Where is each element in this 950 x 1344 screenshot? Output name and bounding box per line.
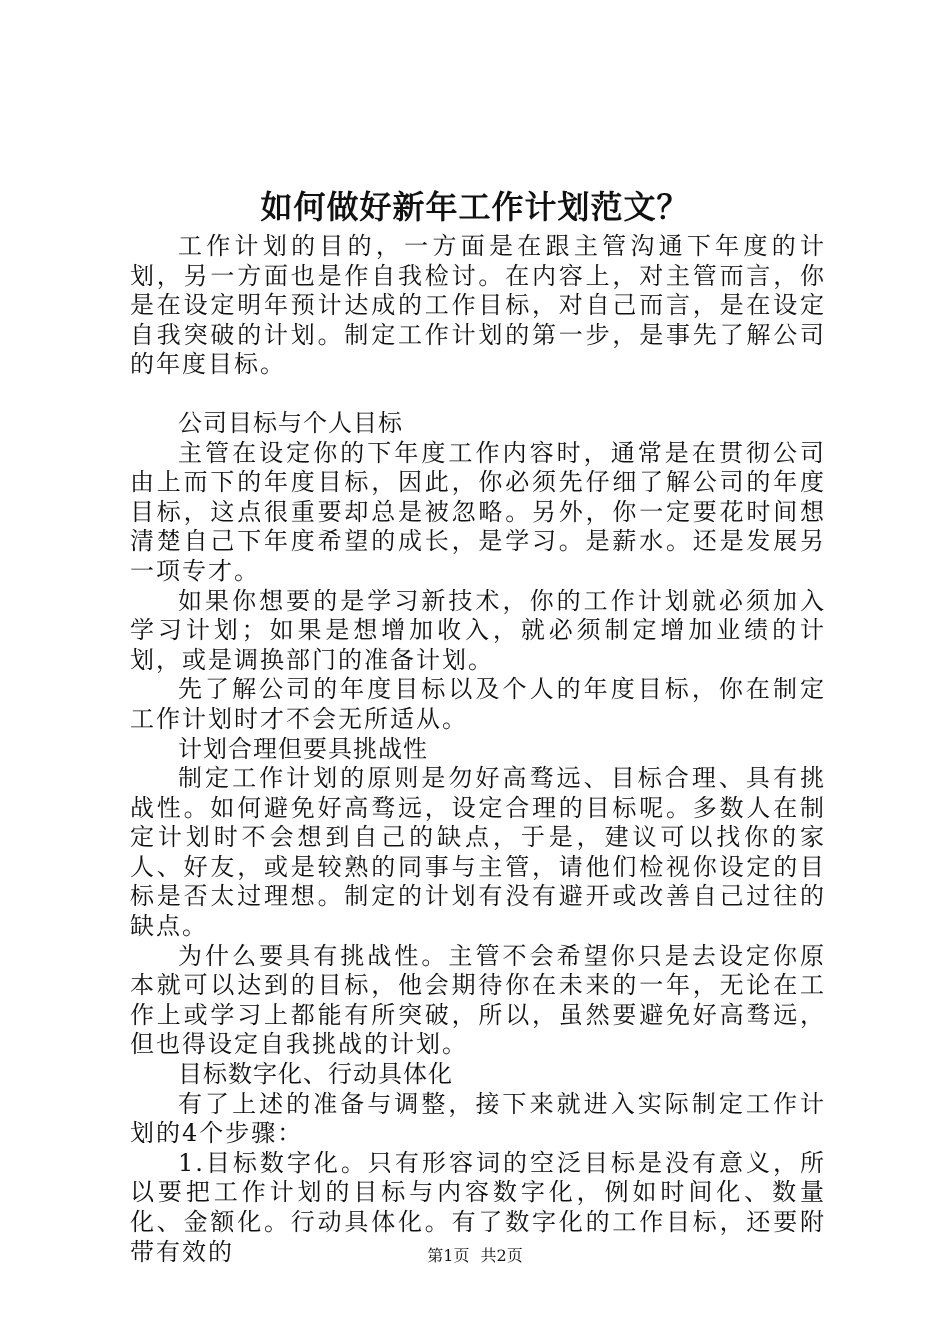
page-total: 共2页 [480,1246,523,1265]
section-heading-goals: 公司目标与个人目标 [178,408,403,437]
paragraph: 有了上述的准备与调整，接下来就进入实际制定工作计划的4个步骤： [130,1089,826,1148]
paragraph-intro: 工作计划的目的，一方面是在跟主管沟通下年度的计划，另一方面也是作自我检讨。在内容上，对主管而言，你是在设定明年预计达成的工作目标，对自己而言，是在设定自我突破的计划。制定工作计划的第一步，是事先了解公司的年度目标。 [130,232,826,379]
paragraph: 为什么要具有挑战性。主管不会希望你只是去设定你原本就可以达到的目标，他会期待你在未来的一年，无论在工作上或学习上都能有所突破，所以，虽然要避免好高骛远，但也得设定自我挑战的计划。 [130,941,826,1059]
paragraph: 如果你想要的是学习新技术，你的工作计划就必须加入学习计划；如果是想增加收入，就必须制定增加业绩的计划，或是调换部门的准备计划。 [130,586,826,674]
paragraph: 先了解公司的年度目标以及个人的年度目标，你在制定工作计划时才不会无所适从。 [130,675,826,733]
page-footer [0,1246,950,1266]
section-heading-challenge: 计划合理但要具挑战性 [178,734,428,763]
page-number: 第1页 [427,1246,470,1265]
paragraph: 主管在设定你的下年度工作内容时，通常是在贯彻公司由上而下的年度目标，因此，你必须先仔细了解公司的年度目标，这点很重要却总是被忽略。另外，你一定要花时间想清楚自己下年度希望的成长，是学习。是薪水。还是发展另一项专才。 [130,438,826,585]
section-heading-quantify: 目标数字化、行动具体化 [178,1060,453,1089]
paragraph: 制定工作计划的原则是勿好高骛远、目标合理、具有挑战性。如何避免好高骛远，设定合理的目标呢。多数人在制定计划时不会想到自己的缺点，于是，建议可以找你的家人、好友，或是较熟的同事与主管，请他们检视你设定的目标是否太过理想。制定的计划有没有避开或改善自己过往的缺点。 [130,764,826,941]
paragraph: 1.目标数字化。只有形容词的空泛目标是没有意义，所以要把工作计划的目标与内容数字化，例如时间化、数量化、金额化。行动具体化。有了数字化的工作目标，还要附带有效的 [130,1148,826,1266]
document-body [130,232,826,1267]
document-title: 如何做好新年工作计划范文？ [260,188,690,226]
